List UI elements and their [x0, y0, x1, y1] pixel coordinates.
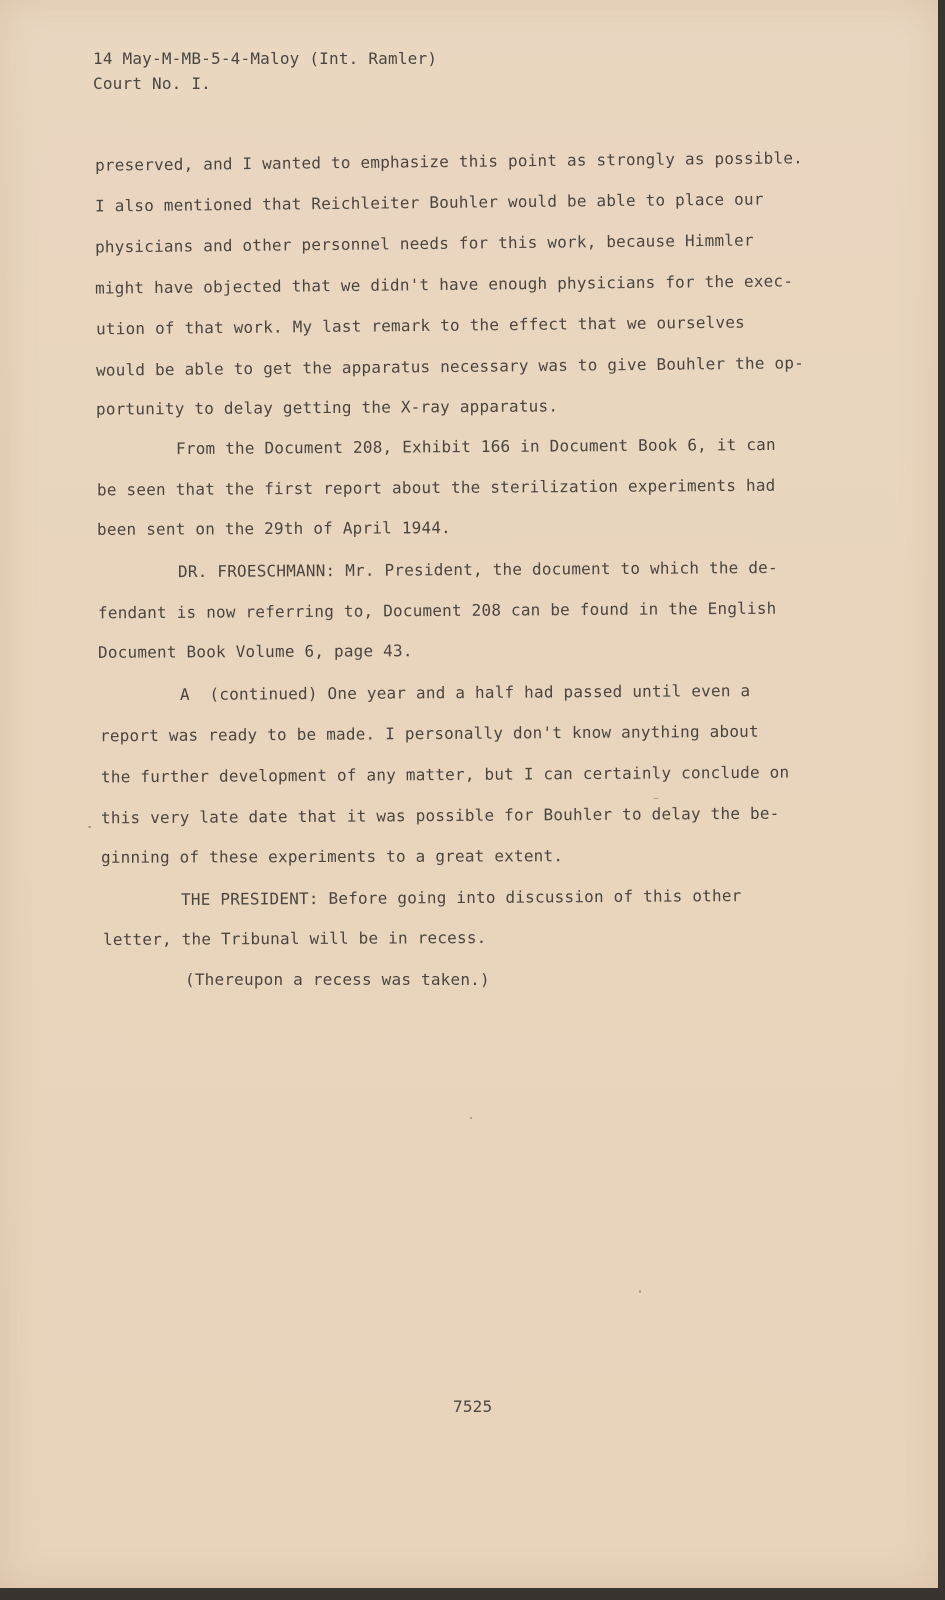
paper-speck: [88, 826, 91, 828]
text-line: A (continued) One year and a half had passed until even a: [179, 681, 751, 704]
paper-speck: [653, 798, 659, 799]
page-number: 7525: [453, 1397, 493, 1416]
text-line: fendant is now referring to, Document 208 can be found in the English: [97, 598, 777, 623]
text-line: the further development of any matter, but I can certainly conclude on: [100, 762, 790, 787]
header-court-line: Court No. I.: [93, 74, 211, 93]
text-line: be seen that the first report about the sterilization experiments had: [96, 475, 776, 500]
text-line: ution of that work. My last remark to the effect that we ourselves: [95, 312, 746, 339]
text-line: would be able to get the apparatus necessary was to give Bouhler the op-: [95, 353, 805, 380]
text-line: (Thereupon a recess was taken.): [185, 970, 490, 989]
paper-speck: [639, 1290, 641, 1293]
scan-edge-bottom: [0, 1588, 945, 1600]
text-line: preserved, and I wanted to emphasize this point as strongly as possible.: [94, 148, 804, 175]
text-line: THE PRESIDENT: Before going into discussion of this other: [180, 886, 742, 909]
text-line: this very late date that it was possible for Bouhler to delay the be-: [100, 803, 780, 828]
text-line: might have objected that we didn't have enough physicians for the exec-: [94, 271, 794, 298]
text-line: been sent on the 29th of April 1944.: [96, 518, 452, 539]
text-line: letter, the Tribunal will be in recess.: [102, 927, 487, 950]
text-line: ginning of these experiments to a great extent.: [100, 846, 564, 867]
text-line: Document Book Volume 6, page 43.: [97, 641, 413, 662]
paper-speck: [470, 1117, 472, 1119]
text-line: From the Document 208, Exhibit 166 in Document Book 6, it can: [175, 434, 776, 459]
text-line: report was ready to be made. I personally don't know anything about: [99, 721, 759, 746]
text-line: physicians and other personnel needs for this work, because Himmler: [94, 230, 754, 257]
text-line: I also mentioned that Reichleiter Bouhler would be able to place our: [94, 189, 764, 216]
header-docket-line: 14 May-M-MB-5-4-Maloy (Int. Ramler): [93, 49, 438, 68]
scan-edge-right: [938, 0, 945, 1600]
text-line: DR. FROESCHMANN: Mr. President, the document to which the de-: [177, 557, 778, 582]
text-line: portunity to delay getting the X-ray apparatus.: [95, 396, 559, 419]
